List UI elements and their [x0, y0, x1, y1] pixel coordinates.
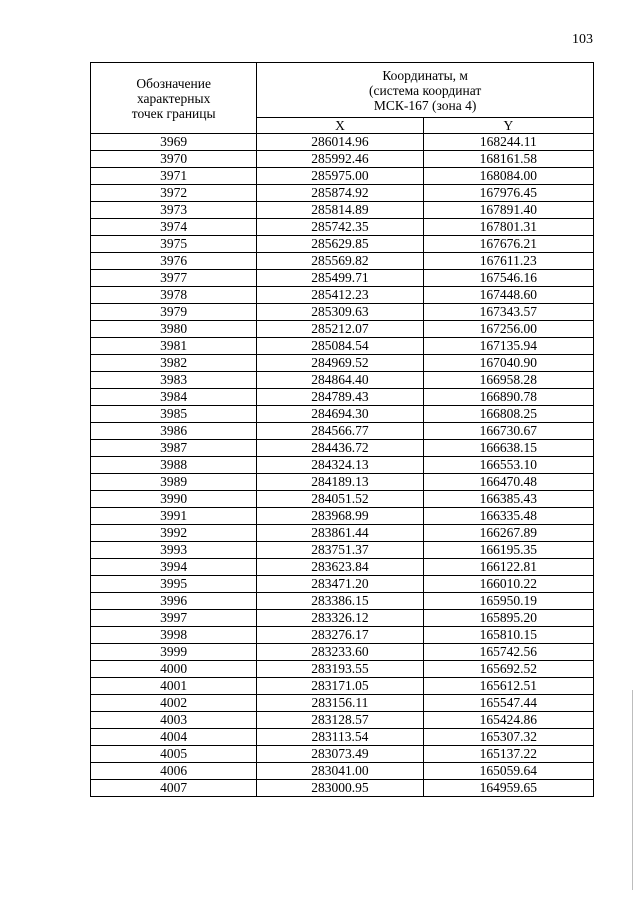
table-row [91, 559, 594, 576]
header-coords-line-2: (система координат [369, 82, 482, 98]
header-point-line-1: Обозначение [136, 75, 211, 91]
y-coordinate-cell: 165547.44 [423, 695, 593, 712]
table-row [91, 678, 594, 695]
point-id-cell: 4000 [91, 661, 257, 678]
x-coordinate-cell: 284436.72 [257, 440, 423, 457]
x-coordinate-cell: 285992.46 [257, 151, 423, 168]
table-body [91, 134, 594, 797]
y-coordinate-cell: 166010.22 [423, 576, 593, 593]
y-coordinate-cell: 165950.19 [423, 593, 593, 610]
x-coordinate-cell: 285084.54 [257, 338, 423, 355]
y-coordinate-cell: 167448.60 [423, 287, 593, 304]
table-row [91, 440, 594, 457]
page-number: 103 [572, 32, 593, 47]
table-row [91, 372, 594, 389]
x-coordinate-cell: 284566.77 [257, 423, 423, 440]
y-coordinate-cell: 166553.10 [423, 457, 593, 474]
point-id-cell: 4007 [91, 780, 257, 797]
table-header [91, 63, 594, 134]
point-id-cell: 3992 [91, 525, 257, 542]
point-id-cell: 3987 [91, 440, 257, 457]
table-row [91, 712, 594, 729]
point-id-cell: 3974 [91, 219, 257, 236]
point-id-cell: 3985 [91, 406, 257, 423]
x-coordinate-cell: 283193.55 [257, 661, 423, 678]
x-coordinate-cell: 284189.13 [257, 474, 423, 491]
table-row [91, 253, 594, 270]
x-coordinate-cell: 285499.71 [257, 270, 423, 287]
point-id-cell: 3988 [91, 457, 257, 474]
point-id-cell: 3999 [91, 644, 257, 661]
x-coordinate-cell: 285569.82 [257, 253, 423, 270]
table-row [91, 729, 594, 746]
header-point-line-3: точек границы [131, 105, 216, 121]
y-coordinate-cell: 166958.28 [423, 372, 593, 389]
y-coordinate-cell: 166385.43 [423, 491, 593, 508]
y-coordinate-cell: 166890.78 [423, 389, 593, 406]
x-coordinate-cell: 284864.40 [257, 372, 423, 389]
header-coordinates [257, 63, 594, 118]
y-coordinate-cell: 167040.90 [423, 355, 593, 372]
point-id-cell: 3981 [91, 338, 257, 355]
point-id-cell: 3991 [91, 508, 257, 525]
x-coordinate-cell: 285309.63 [257, 304, 423, 321]
header-coords-line-3: МСК-167 (зона 4) [373, 97, 477, 113]
point-id-cell: 3996 [91, 593, 257, 610]
x-coordinate-cell: 283233.60 [257, 644, 423, 661]
table-row [91, 236, 594, 253]
table-row [91, 593, 594, 610]
y-coordinate-cell: 168161.58 [423, 151, 593, 168]
x-coordinate-cell: 283073.49 [257, 746, 423, 763]
x-coordinate-cell: 285814.89 [257, 202, 423, 219]
header-point-line-2: характерных [136, 90, 211, 106]
point-id-cell: 3978 [91, 287, 257, 304]
table-row [91, 780, 594, 797]
y-coordinate-cell: 166470.48 [423, 474, 593, 491]
point-id-cell: 3984 [91, 389, 257, 406]
table-row [91, 151, 594, 168]
table-row [91, 474, 594, 491]
x-coordinate-cell: 284324.13 [257, 457, 423, 474]
point-id-cell: 3971 [91, 168, 257, 185]
point-id-cell: 3994 [91, 559, 257, 576]
point-id-cell: 3980 [91, 321, 257, 338]
x-coordinate-cell: 283326.12 [257, 610, 423, 627]
y-coordinate-cell: 165307.32 [423, 729, 593, 746]
x-coordinate-cell: 285874.92 [257, 185, 423, 202]
x-coordinate-cell: 285412.23 [257, 287, 423, 304]
point-id-cell: 3969 [91, 134, 257, 151]
y-coordinate-cell: 165742.56 [423, 644, 593, 661]
table-row [91, 525, 594, 542]
y-coordinate-cell: 167676.21 [423, 236, 593, 253]
x-coordinate-cell: 283861.44 [257, 525, 423, 542]
table-row [91, 423, 594, 440]
point-id-cell: 3998 [91, 627, 257, 644]
table-row [91, 457, 594, 474]
y-coordinate-cell: 167976.45 [423, 185, 593, 202]
table-row [91, 219, 594, 236]
y-coordinate-cell: 165612.51 [423, 678, 593, 695]
point-id-cell: 3986 [91, 423, 257, 440]
table-row [91, 389, 594, 406]
table-row [91, 287, 594, 304]
point-id-cell: 3995 [91, 576, 257, 593]
coordinates-table [90, 62, 594, 797]
x-coordinate-cell: 283751.37 [257, 542, 423, 559]
y-coordinate-cell: 166808.25 [423, 406, 593, 423]
y-coordinate-cell: 166335.48 [423, 508, 593, 525]
y-coordinate-cell: 165692.52 [423, 661, 593, 678]
header-y: Y [423, 118, 593, 134]
x-coordinate-cell: 286014.96 [257, 134, 423, 151]
table-row [91, 542, 594, 559]
point-id-cell: 3989 [91, 474, 257, 491]
header-x: X [257, 118, 423, 134]
table-row [91, 134, 594, 151]
y-coordinate-cell: 165137.22 [423, 746, 593, 763]
x-coordinate-cell: 283171.05 [257, 678, 423, 695]
table-row [91, 576, 594, 593]
y-coordinate-cell: 164959.65 [423, 780, 593, 797]
point-id-cell: 3977 [91, 270, 257, 287]
x-coordinate-cell: 283276.17 [257, 627, 423, 644]
x-coordinate-cell: 285975.00 [257, 168, 423, 185]
x-coordinate-cell: 284789.43 [257, 389, 423, 406]
header-coords-line-1: Координаты, м [382, 67, 468, 83]
point-id-cell: 4005 [91, 746, 257, 763]
point-id-cell: 3979 [91, 304, 257, 321]
table-row [91, 168, 594, 185]
table-row [91, 491, 594, 508]
point-id-cell: 4006 [91, 763, 257, 780]
table-row [91, 661, 594, 678]
point-id-cell: 3982 [91, 355, 257, 372]
y-coordinate-cell: 165895.20 [423, 610, 593, 627]
table-row [91, 508, 594, 525]
y-coordinate-cell: 166122.81 [423, 559, 593, 576]
y-coordinate-cell: 165424.86 [423, 712, 593, 729]
point-id-cell: 4004 [91, 729, 257, 746]
x-coordinate-cell: 285212.07 [257, 321, 423, 338]
x-coordinate-cell: 285629.85 [257, 236, 423, 253]
point-id-cell: 4001 [91, 678, 257, 695]
table-row [91, 746, 594, 763]
x-coordinate-cell: 283471.20 [257, 576, 423, 593]
table-row [91, 338, 594, 355]
x-coordinate-cell: 285742.35 [257, 219, 423, 236]
y-coordinate-cell: 167891.40 [423, 202, 593, 219]
y-coordinate-cell: 168244.11 [423, 134, 593, 151]
y-coordinate-cell: 166638.15 [423, 440, 593, 457]
y-coordinate-cell: 166730.67 [423, 423, 593, 440]
x-coordinate-cell: 283113.54 [257, 729, 423, 746]
y-coordinate-cell: 167546.16 [423, 270, 593, 287]
point-id-cell: 3983 [91, 372, 257, 389]
point-id-cell: 3993 [91, 542, 257, 559]
point-id-cell: 3972 [91, 185, 257, 202]
point-id-cell: 3976 [91, 253, 257, 270]
point-id-cell: 3975 [91, 236, 257, 253]
x-coordinate-cell: 284051.52 [257, 491, 423, 508]
x-coordinate-cell: 283000.95 [257, 780, 423, 797]
point-id-cell: 3973 [91, 202, 257, 219]
x-coordinate-cell: 283041.00 [257, 763, 423, 780]
y-coordinate-cell: 167611.23 [423, 253, 593, 270]
header-point-designation [91, 63, 257, 134]
table-row [91, 627, 594, 644]
table-row [91, 270, 594, 287]
x-coordinate-cell: 283386.15 [257, 593, 423, 610]
y-coordinate-cell: 166267.89 [423, 525, 593, 542]
y-coordinate-cell: 165810.15 [423, 627, 593, 644]
y-coordinate-cell: 168084.00 [423, 168, 593, 185]
y-coordinate-cell: 165059.64 [423, 763, 593, 780]
table-row [91, 185, 594, 202]
y-coordinate-cell: 167135.94 [423, 338, 593, 355]
table-row [91, 355, 594, 372]
point-id-cell: 3970 [91, 151, 257, 168]
table-row [91, 304, 594, 321]
x-coordinate-cell: 283156.11 [257, 695, 423, 712]
y-coordinate-cell: 167256.00 [423, 321, 593, 338]
point-id-cell: 4002 [91, 695, 257, 712]
y-coordinate-cell: 166195.35 [423, 542, 593, 559]
table-row [91, 763, 594, 780]
table-row [91, 202, 594, 219]
table-row [91, 321, 594, 338]
x-coordinate-cell: 283623.84 [257, 559, 423, 576]
point-id-cell: 4003 [91, 712, 257, 729]
x-coordinate-cell: 283128.57 [257, 712, 423, 729]
y-coordinate-cell: 167343.57 [423, 304, 593, 321]
y-coordinate-cell: 167801.31 [423, 219, 593, 236]
table-row [91, 406, 594, 423]
scan-edge-line [632, 690, 633, 890]
table-row [91, 695, 594, 712]
table-row [91, 644, 594, 661]
table-row [91, 610, 594, 627]
x-coordinate-cell: 283968.99 [257, 508, 423, 525]
x-coordinate-cell: 284969.52 [257, 355, 423, 372]
x-coordinate-cell: 284694.30 [257, 406, 423, 423]
point-id-cell: 3990 [91, 491, 257, 508]
point-id-cell: 3997 [91, 610, 257, 627]
